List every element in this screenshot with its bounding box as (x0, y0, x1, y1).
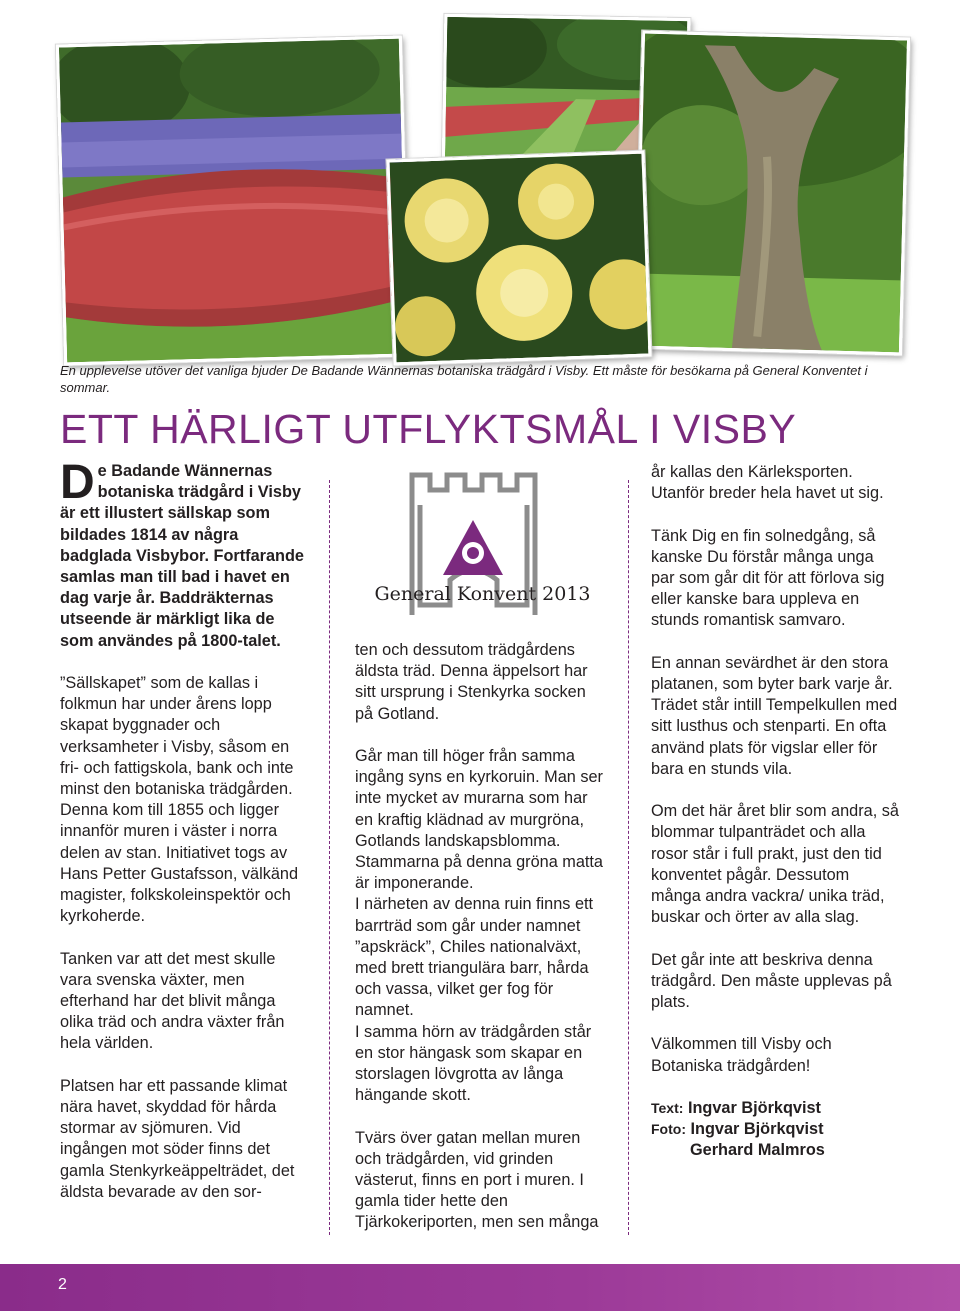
paragraph: Tanken var att det mest skulle vara svenska växter, men efterhand har det blivit många olika träd och andra växter från hela världen. (60, 949, 285, 1053)
paragraph: I närheten av denna ruin finns ett barrträd som går under namnet ”apskräck”, Chiles nationalväxt, med brett triangulära barr, hårda och vassa, vilket ger fog för namnet. (355, 895, 594, 1020)
page-title: ETT HÄRLIGT UTFLYKTSMÅL I VISBY (60, 406, 797, 452)
paragraph: ten och dessutom trädgårdens äldsta träd. Denna äppelsort har sitt ursprung i Stenkyrka socken på Gotland. (355, 641, 588, 723)
paragraph: Om det här året blir som andra, så blommar tulpanträdet och alla rosor står i full prakt, just den tid konventet pågår. Dessutom många andra vackra/ unika träd, buskar och örter av alla slag. (651, 802, 899, 927)
drop-cap: D (60, 456, 95, 509)
paragraph: I samma hörn av trädgården står en stor hängask som skapar en storslagen lövgrotta av långa hängande skott. (355, 1022, 592, 1105)
text-credit-name: Ingvar Björkqvist (687, 1099, 821, 1117)
paragraph: Tvärs över gatan mellan muren och trädgården, vid grinden västerut, finns en port i muren. I gamla tider hette den Tjärkokeriporten, men sen många (355, 1128, 599, 1232)
logo-text: General Konvent 2013 (374, 583, 591, 605)
article-column-1 (60, 456, 310, 1224)
paragraph: En annan sevärdhet är den stora platanen, som byter bark varje år. Trädet står intill Tempelkullen med sitt lusthus och stenparti. En ofta använd plats för vigslar eller för bara en stunds vila. (651, 653, 898, 778)
garden-flowerbed-photo (56, 36, 410, 366)
article-column-3 (651, 462, 901, 1162)
yellow-roses-photo (386, 151, 651, 366)
paragraph: år kallas den Kärleksporten. Utanför breder hela havet ut sig. (651, 463, 884, 503)
page-number: 2 (58, 1276, 67, 1293)
column-divider (329, 480, 330, 1235)
paragraph: Går man till höger från samma ingång syns en kyrkoruin. Man ser inte mycket av murarna som har en kraftig klädnad av murgröna, Gotlands landskapsblomma. Stammarna på denna gröna matta är imponerande. (355, 747, 603, 893)
paragraph: ”Sällskapet” som de kallas i folkmun har under årens lopp skapat byggnader och verksamheter i Visby, såsom en fri- och fattigskola, bank och inte minst den botaniska trädgården. Denna kom till 1855 och ligger innanför muren i väster i norra delen av stan. Initiativet togs av Hans Petter Gustafsson, välkänd magister, folkskoleinspektör och kyrkoherde. (60, 674, 299, 926)
article-column-2 (355, 640, 605, 1255)
plane-tree-photo (634, 31, 910, 356)
text-credit-label: Text: (651, 1100, 684, 1116)
footer-bar (0, 1264, 960, 1311)
paragraph: Platsen har ett passande klimat nära havet, skyddad för hårda stormar av sjömuren. Vid ingången mot söder finns det gamla Stenkyrkeäppelträdet, det äldsta bevarade av den sor- (60, 1076, 295, 1201)
lead-text: e Badande Wännernas botaniska trädgård i Visby är ett illustert sällskap som bildades 1814 av några badglada Visbybor. Fortfarande samlas man till bad i havet en dag varje år. Baddräkternas utseende är märkligt lika de som användes på 1800-talet. (60, 462, 304, 650)
paragraph: Det går inte att beskriva denna trädgård. Den måste upplevas på plats. (651, 950, 892, 1012)
lead-paragraph (60, 456, 310, 652)
photo-caption: En upplevelse utöver det vanliga bjuder De Badande Wännernas botaniska trädgård i Visby. Ett måste för besökarna på General Konventet i sommar. (60, 363, 868, 395)
paragraph: Tänk Dig en fin solnedgång, så kanske Du förstår många unga par som går dit för att förlova sig eller kanske bara uppleva en stunds romantisk samvaro. (651, 526, 885, 630)
byline (651, 1098, 901, 1162)
photo-credit-name: Gerhard Malmros (690, 1141, 825, 1160)
photo-credit-name: Ingvar Björkqvist (690, 1120, 824, 1139)
photo-credit-label: Foto: (651, 1121, 686, 1138)
column-divider (628, 480, 629, 1235)
general-konvent-logo (355, 465, 610, 625)
paragraph: Välkommen till Visby och Botaniska trädgården! (651, 1035, 832, 1075)
